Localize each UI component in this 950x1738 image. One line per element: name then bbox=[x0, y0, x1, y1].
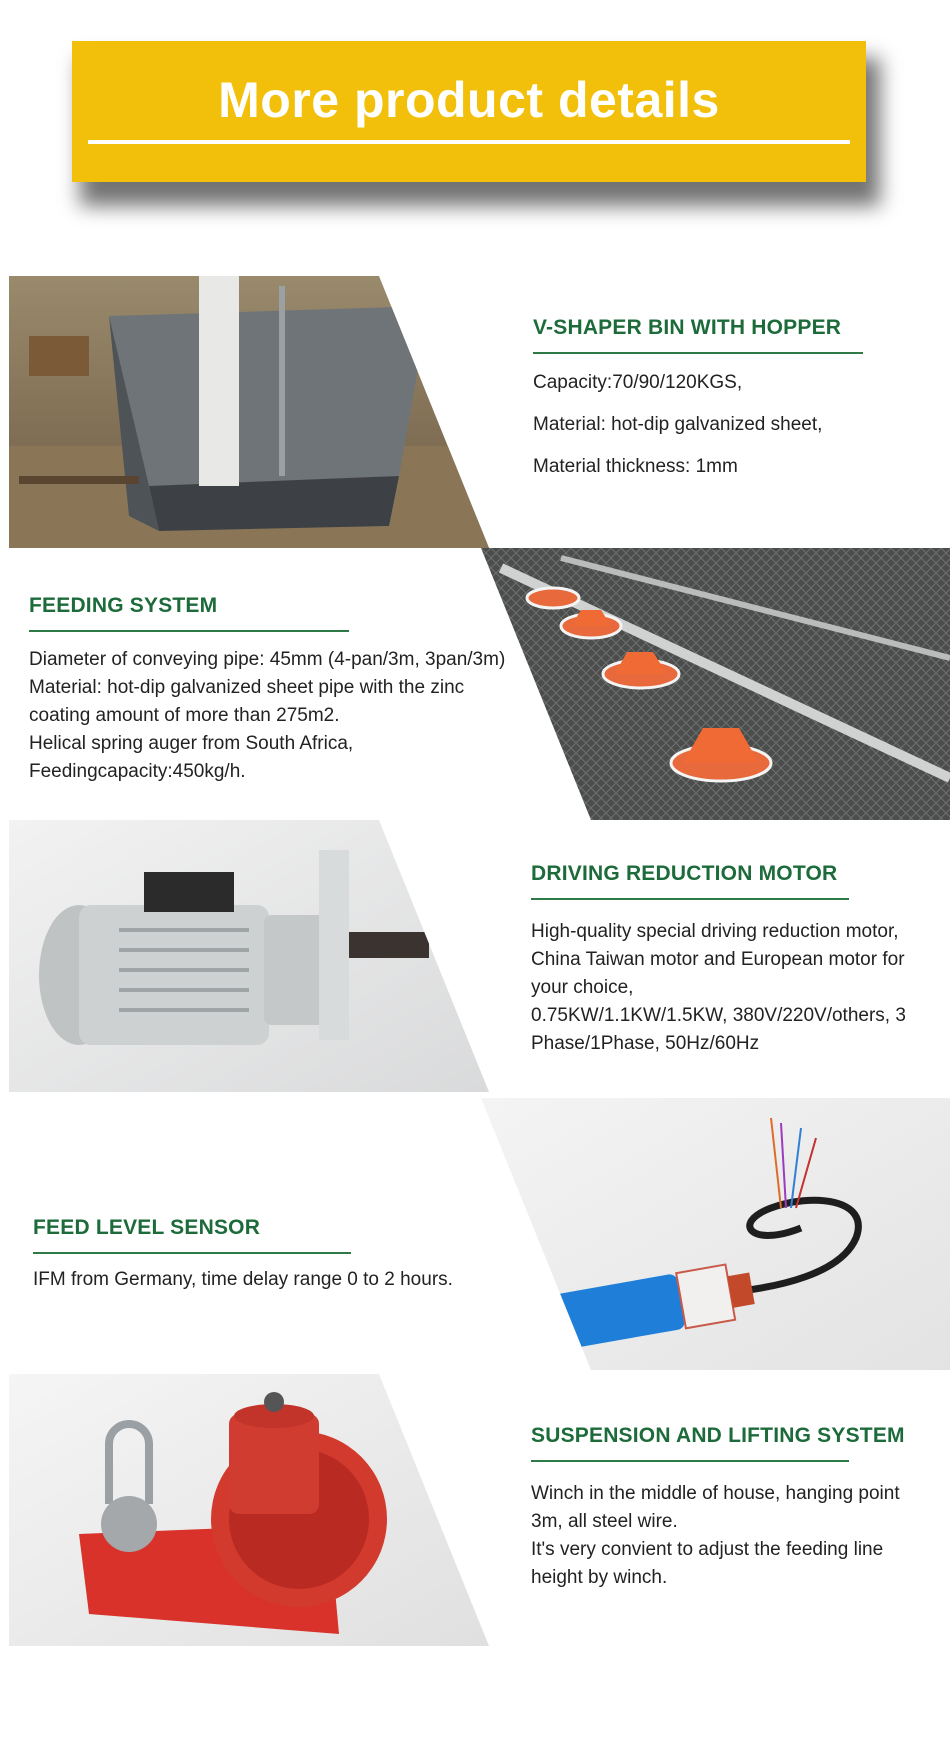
section-divider bbox=[33, 1252, 351, 1254]
sensor-text bbox=[33, 1216, 483, 1294]
section-body bbox=[29, 646, 519, 786]
spec-line: 3m, all steel wire. bbox=[531, 1511, 678, 1532]
spec-line: Material: hot-dip galvanized sheet pipe with the zinc bbox=[29, 677, 465, 698]
spec-line: 0.75KW/1.1KW/1.5KW, 380V/220V/others, 3 bbox=[531, 1005, 906, 1026]
bin-hopper-photo bbox=[9, 276, 489, 548]
section-level-sensor bbox=[9, 1098, 950, 1370]
section-divider bbox=[29, 630, 349, 632]
spec-line: IFM from Germany, time delay range 0 to 2 hours. bbox=[33, 1269, 453, 1290]
header-banner bbox=[72, 41, 866, 182]
section-body bbox=[533, 372, 863, 478]
spec-line: Capacity:70/90/120KGS, bbox=[533, 372, 743, 393]
section-divider bbox=[531, 1460, 849, 1462]
level-sensor-photo bbox=[481, 1098, 950, 1370]
motor-text bbox=[531, 862, 931, 1058]
spec-line: your choice, bbox=[531, 977, 634, 998]
section-body bbox=[531, 918, 931, 1058]
spec-line: Feedingcapacity:450kg/h. bbox=[29, 761, 246, 782]
section-title: DRIVING REDUCTION MOTOR bbox=[531, 862, 838, 885]
section-divider bbox=[531, 898, 849, 900]
spec-line: High-quality special driving reduction motor, bbox=[531, 921, 899, 942]
feeding-text bbox=[29, 594, 519, 786]
spec-line: Winch in the middle of house, hanging point bbox=[531, 1483, 900, 1504]
spec-line: coating amount of more than 275m2. bbox=[29, 705, 340, 726]
section-suspension-lifting bbox=[9, 1374, 950, 1646]
spec-line: Material thickness: 1mm bbox=[533, 456, 738, 477]
banner-underline bbox=[88, 140, 850, 144]
section-body bbox=[531, 1480, 931, 1592]
section-feeding-system bbox=[9, 548, 950, 820]
feeding-pans-photo bbox=[481, 548, 950, 820]
section-divider bbox=[533, 352, 863, 354]
section-title: FEEDING SYSTEM bbox=[29, 594, 218, 617]
page-title: More product details bbox=[218, 72, 720, 128]
bin-text bbox=[533, 316, 863, 498]
section-title: FEED LEVEL SENSOR bbox=[33, 1216, 261, 1239]
section-title: SUSPENSION AND LIFTING SYSTEM bbox=[531, 1424, 905, 1447]
reduction-motor-photo bbox=[9, 820, 489, 1092]
section-v-shaper-bin bbox=[9, 276, 950, 548]
spec-line: Diameter of conveying pipe: 45mm (4-pan/3m, 3pan/3m) bbox=[29, 649, 506, 670]
spec-line: China Taiwan motor and European motor for bbox=[531, 949, 905, 970]
spec-line: height by winch. bbox=[531, 1567, 668, 1588]
spec-line: Phase/1Phase, 50Hz/60Hz bbox=[531, 1033, 760, 1054]
section-title: V-SHAPER BIN WITH HOPPER bbox=[533, 316, 842, 339]
spec-line: Helical spring auger from South Africa, bbox=[29, 733, 354, 754]
spec-line: It's very convient to adjust the feeding line bbox=[531, 1539, 884, 1560]
suspension-text bbox=[531, 1424, 931, 1592]
winch-photo bbox=[9, 1374, 489, 1646]
section-body bbox=[33, 1266, 483, 1294]
spec-line: Material: hot-dip galvanized sheet, bbox=[533, 414, 823, 435]
section-reduction-motor bbox=[9, 820, 950, 1092]
